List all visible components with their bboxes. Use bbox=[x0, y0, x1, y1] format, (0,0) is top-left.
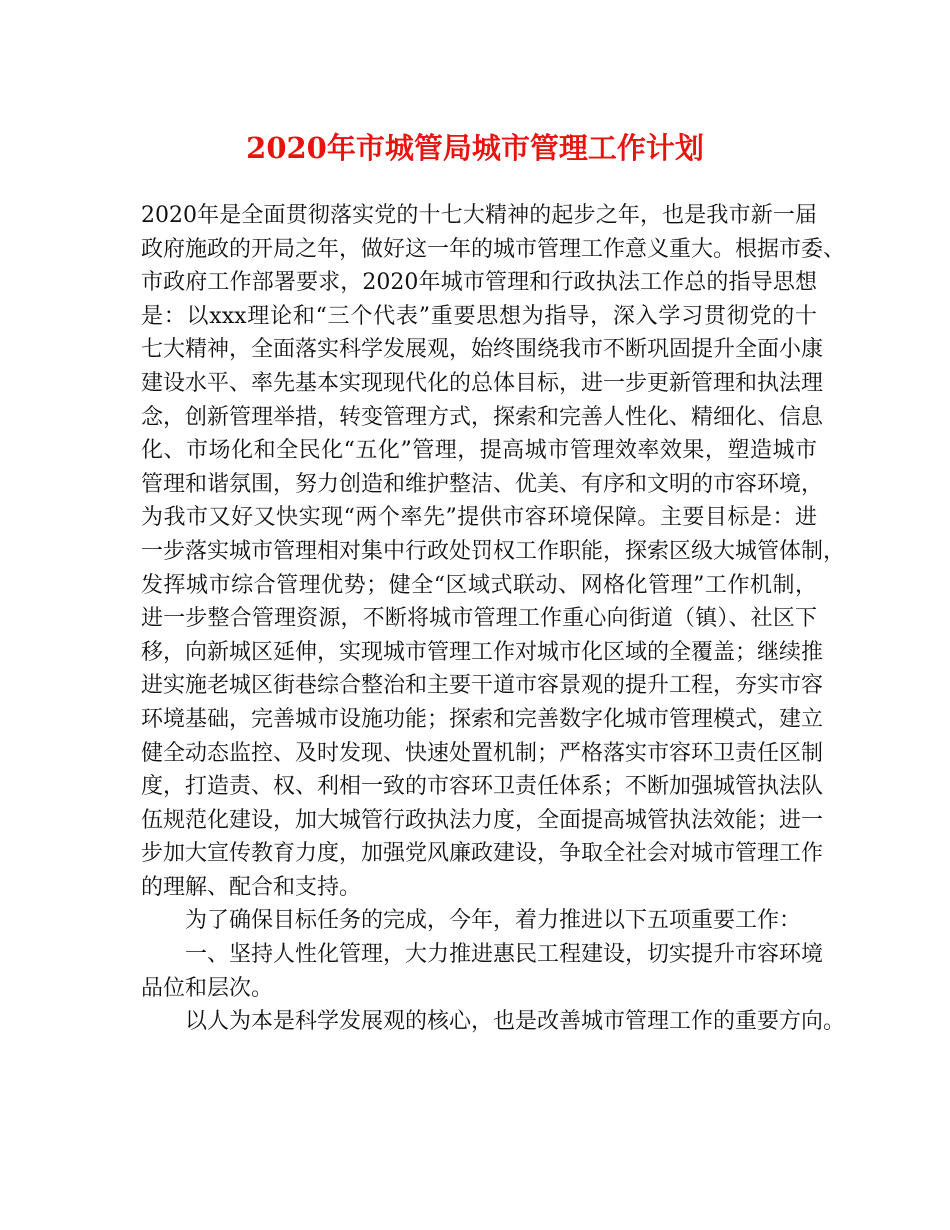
paragraph-line: 步加大宣传教育力度，加强党风廉政建设，争取全社会对城市管理工作 bbox=[141, 841, 824, 867]
paragraph-line: 建设水平、率先基本实现现代化的总体目标，进一步更新管理和执法理 bbox=[141, 370, 824, 396]
paragraph-line: 七大精神，全面落实科学发展观，始终围绕我市不断巩固提升全面小康 bbox=[141, 337, 824, 363]
paragraph-line: 为我市又好又快实现“两个率先”提供市容环境保障。主要目标是：进 bbox=[141, 505, 817, 531]
paragraph-line: 以人为本是科学发展观的核心，也是改善城市管理工作的重要方向。 bbox=[185, 1009, 846, 1035]
paragraph-line: 移，向新城区延伸，实现城市管理工作对城市化区域的全覆盖；继续推 bbox=[141, 639, 824, 665]
paragraph-line: 为了确保目标任务的完成，今年，着力推进以下五项重要工作： bbox=[185, 908, 802, 934]
document-body bbox=[141, 199, 846, 1039]
paragraph-line: 管理和谐氛围，努力创造和维护整洁、优美、有序和文明的市容环境， bbox=[141, 471, 824, 497]
document-title: 2020年市城管局城市管理工作计划 bbox=[246, 131, 704, 165]
paragraph-line: 进实施老城区街巷综合整治和主要干道市容景观的提升工程，夯实市容 bbox=[141, 673, 824, 699]
paragraph-line: 2020年是全面贯彻落实党的十七大精神的起步之年，也是我市新一届 bbox=[141, 203, 817, 228]
paragraph-line: 的理解、配合和支持。 bbox=[141, 874, 362, 900]
paragraph-line: 一步落实城市管理相对集中行政处罚权工作职能，探索区级大城管体制， bbox=[141, 538, 846, 564]
section-heading-line: 一、坚持人性化管理，大力推进惠民工程建设，切实提升市容环境 bbox=[185, 942, 824, 968]
paragraph-line: 政府施政的开局之年，做好这一年的城市管理工作意义重大。根据市委、 bbox=[141, 236, 846, 262]
paragraph-line: 进一步整合管理资源，不断将城市管理工作重心向街道（镇）、社区下 bbox=[141, 606, 817, 632]
paragraph-line: 念，创新管理举措，转变管理方式，探索和完善人性化、精细化、信息 bbox=[141, 404, 824, 430]
paragraph-line: 市政府工作部署要求，2020年城市管理和行政执法工作总的指导思想 bbox=[141, 270, 817, 296]
paragraph-line: 化、市场化和全民化“五化”管理，提高城市管理效率效果，塑造城市 bbox=[141, 438, 817, 464]
paragraph-line: 环境基础，完善城市设施功能；探索和完善数字化城市管理模式，建立 bbox=[141, 706, 824, 732]
paragraph-line: 是：以xxx理论和“三个代表”重要思想为指导，深入学习贯彻党的十 bbox=[141, 303, 817, 329]
section-heading-line: 品位和层次。 bbox=[141, 975, 274, 1001]
paragraph-line: 伍规范化建设，加大城管行政执法力度，全面提高城管执法效能；进一 bbox=[141, 807, 824, 833]
paragraph-line: 发挥城市综合管理优势；健全“区域式联动、网格化管理”工作机制， bbox=[141, 572, 817, 598]
paragraph-line: 度，打造责、权、利相一致的市容环卫责任体系；不断加强城管执法队 bbox=[141, 774, 824, 800]
paragraph-line: 健全动态监控、及时发现、快速处置机制；严格落实市容环卫责任区制 bbox=[141, 740, 824, 766]
